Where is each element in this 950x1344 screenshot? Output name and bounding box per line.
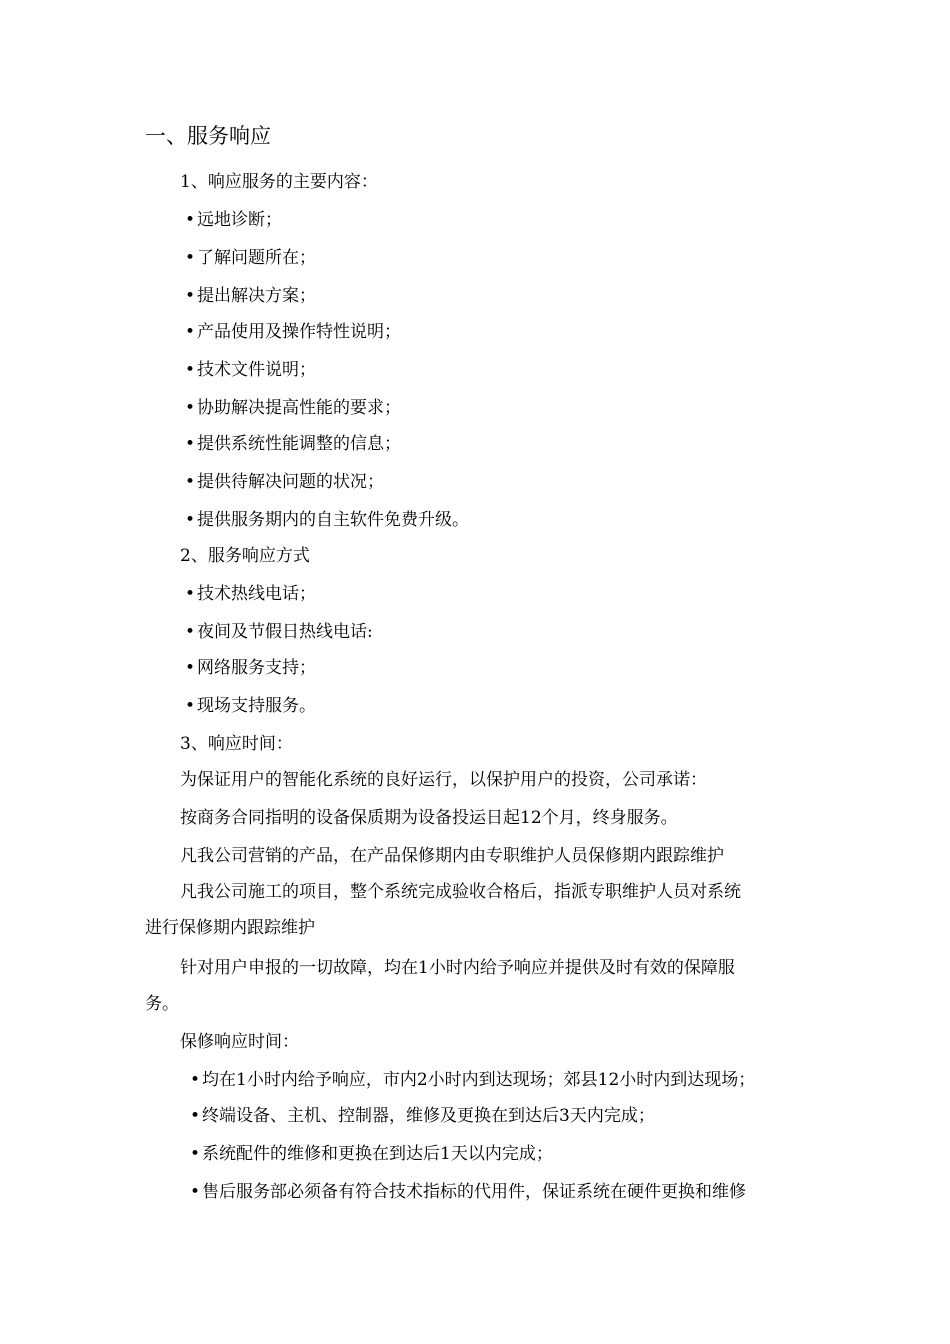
list-item: • 远地诊断；: [185, 210, 282, 230]
list-item: • 夜间及节假日热线电话:: [185, 622, 373, 642]
bullet-glyph: •: [190, 1106, 201, 1126]
paragraph-line: 为保证用户的智能化系统的良好运行，以保护用户的投资，公司承诺：: [180, 770, 707, 790]
paragraph-line: 务。: [145, 994, 179, 1014]
list-item: • 网络服务支持；: [185, 658, 316, 678]
section-heading: 一、服务响应: [145, 124, 271, 148]
bullet-glyph: •: [185, 510, 196, 530]
list-item: • 了解问题所在；: [185, 248, 316, 268]
list-item: • 终端设备、主机、控制器，维修及更换在到达后3天内完成；: [190, 1106, 655, 1126]
bullet-glyph: •: [185, 434, 196, 454]
paragraph-line: 按商务合同指明的设备保质期为设备投运日起12个月，终身服务。: [180, 808, 678, 828]
list-item: • 提出解决方案；: [185, 286, 316, 306]
bullet-glyph: •: [185, 584, 196, 604]
bullet-glyph: •: [185, 210, 196, 230]
list-item: • 提供系统性能调整的信息；: [185, 434, 401, 454]
paragraph-line: 进行保修期内跟踪维护: [145, 918, 315, 938]
bullet-glyph: •: [185, 248, 196, 268]
bullet-glyph: •: [190, 1182, 201, 1202]
list-item: • 均在1小时内给予响应，市内2小时内到达现场；郊县12小时内到达现场；: [190, 1070, 756, 1090]
list-item: • 提供待解决问题的状况；: [185, 472, 384, 492]
bullet-glyph: •: [185, 322, 196, 342]
paragraph-line: 针对用户申报的一切故障，均在1小时内给予响应并提供及时有效的保障服: [180, 958, 735, 978]
list-item: • 系统配件的维修和更换在到达后1天以内完成；: [190, 1144, 553, 1164]
list-item: • 售后服务部必须备有符合技术指标的代用件，保证系统在硬件更换和维修: [190, 1182, 746, 1202]
bullet-glyph: •: [185, 472, 196, 492]
list-item: • 提供服务期内的自主软件免费升级。: [185, 510, 469, 530]
bullet-glyph: •: [185, 360, 196, 380]
list-item: • 技术文件说明；: [185, 360, 316, 380]
section3-title: 3、响应时间：: [180, 734, 293, 754]
section1-title: 1、响应服务的主要内容：: [180, 172, 378, 192]
bullet-glyph: •: [190, 1144, 201, 1164]
list-item: • 技术热线电话；: [185, 584, 316, 604]
bullet-glyph: •: [190, 1070, 201, 1090]
bullet-glyph: •: [185, 696, 196, 716]
list-item: • 协助解决提高性能的要求；: [185, 398, 401, 418]
bullet-glyph: •: [185, 658, 196, 678]
list-item: • 产品使用及操作特性说明；: [185, 322, 401, 342]
bullet-glyph: •: [185, 286, 196, 306]
bullet-glyph: •: [185, 622, 196, 642]
paragraph-line: 凡我公司营销的产品，在产品保修期内由专职维护人员保修期内跟踪维护: [180, 846, 724, 866]
bullet-glyph: •: [185, 398, 196, 418]
paragraph-line: 凡我公司施工的项目，整个系统完成验收合格后，指派专职维护人员对系统: [180, 882, 741, 902]
section3-subtitle: 保修响应时间：: [180, 1032, 299, 1052]
list-item: • 现场支持服务。: [185, 696, 316, 716]
section2-title: 2、服务响应方式: [180, 546, 310, 566]
